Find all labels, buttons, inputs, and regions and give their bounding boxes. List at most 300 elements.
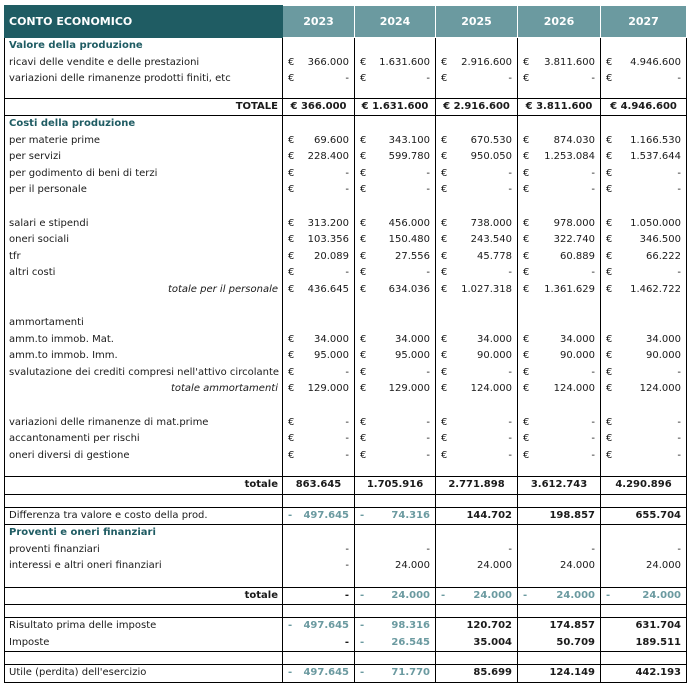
value-cell bbox=[436, 381, 518, 398]
currency-sign: € bbox=[606, 56, 613, 68]
spacer-row bbox=[5, 298, 687, 315]
table-row bbox=[5, 182, 687, 199]
empty-cell bbox=[436, 494, 518, 507]
amount: 71.770 bbox=[391, 667, 430, 679]
value-cell bbox=[518, 133, 601, 150]
currency-sign: € bbox=[360, 234, 367, 246]
amount: 129.000 bbox=[307, 383, 349, 395]
amount: - bbox=[591, 167, 595, 179]
empty-cell bbox=[5, 88, 283, 99]
value-cell bbox=[518, 618, 601, 635]
amount: 497.645 bbox=[303, 620, 349, 632]
empty-cell bbox=[283, 398, 355, 415]
value-cell bbox=[283, 635, 355, 652]
currency-sign: € bbox=[360, 134, 367, 146]
value-cell bbox=[518, 149, 601, 166]
value-cell bbox=[518, 232, 601, 249]
currency-sign: € bbox=[606, 184, 613, 196]
amount: - bbox=[345, 449, 349, 461]
currency-sign: € bbox=[523, 234, 530, 246]
amount: - bbox=[677, 267, 681, 279]
amount: 497.645 bbox=[303, 509, 349, 521]
value-cell bbox=[436, 182, 518, 199]
value-cell bbox=[518, 448, 601, 465]
value-cell bbox=[283, 348, 355, 365]
value-cell bbox=[601, 133, 687, 150]
amount: 243.540 bbox=[470, 234, 512, 246]
row-label: accantonamenti per rischi bbox=[5, 431, 283, 448]
value-cell bbox=[355, 166, 436, 183]
empty-cell bbox=[518, 116, 601, 133]
empty-cell bbox=[283, 88, 355, 99]
empty-cell bbox=[436, 298, 518, 315]
amount: 24.000 bbox=[560, 560, 595, 572]
value-cell bbox=[355, 618, 436, 635]
empty-cell bbox=[518, 605, 601, 618]
value-cell bbox=[601, 182, 687, 199]
currency-sign: € bbox=[606, 234, 613, 246]
empty-cell bbox=[601, 464, 687, 477]
empty-cell bbox=[601, 575, 687, 588]
empty-cell bbox=[436, 525, 518, 542]
row-label: Imposte bbox=[5, 635, 283, 652]
amount: 95.000 bbox=[395, 350, 430, 362]
currency-sign: € bbox=[606, 383, 613, 395]
currency-sign: € bbox=[606, 416, 613, 428]
empty-cell bbox=[601, 652, 687, 665]
currency-sign: € bbox=[360, 333, 367, 345]
amount: 34.000 bbox=[646, 333, 681, 345]
empty-cell bbox=[5, 575, 283, 588]
row-label: per servizi bbox=[5, 149, 283, 166]
amount: 1.361.629 bbox=[544, 283, 595, 295]
value-cell bbox=[355, 98, 436, 116]
amount: € 3.811.600 bbox=[525, 100, 593, 112]
row-label: per godimento di beni di terzi bbox=[5, 166, 283, 183]
empty-cell bbox=[5, 605, 283, 618]
value-cell bbox=[601, 448, 687, 465]
currency-sign: - bbox=[288, 509, 293, 521]
currency-sign: - bbox=[360, 620, 365, 632]
amount: - bbox=[345, 267, 349, 279]
currency-sign: € bbox=[523, 184, 530, 196]
amount: - bbox=[508, 184, 512, 196]
value-cell bbox=[355, 448, 436, 465]
amount: € 4.946.600 bbox=[610, 100, 677, 112]
value-cell bbox=[601, 149, 687, 166]
amount: 124.149 bbox=[549, 667, 595, 679]
currency-sign: € bbox=[360, 283, 367, 295]
table-row bbox=[5, 232, 687, 249]
table-row bbox=[5, 477, 687, 495]
empty-cell bbox=[355, 464, 436, 477]
amount: - bbox=[344, 589, 349, 601]
amount: - bbox=[591, 73, 595, 85]
amount: - bbox=[426, 167, 430, 179]
empty-cell bbox=[283, 605, 355, 618]
currency-sign: € bbox=[288, 350, 295, 362]
value-cell bbox=[601, 249, 687, 266]
table-row bbox=[5, 665, 687, 683]
currency-sign: € bbox=[288, 366, 295, 378]
value-cell bbox=[283, 381, 355, 398]
currency-sign: € bbox=[441, 184, 448, 196]
amount: 150.480 bbox=[388, 234, 430, 246]
section-title-row bbox=[5, 116, 687, 133]
empty-cell bbox=[355, 494, 436, 507]
table-row bbox=[5, 587, 687, 605]
row-label: svalutazione dei crediti compresi nell'attivo circolante bbox=[5, 365, 283, 382]
row-label: TOTALE bbox=[5, 98, 283, 116]
amount: 874.030 bbox=[553, 134, 595, 146]
amount: - bbox=[426, 73, 430, 85]
amount: 90.000 bbox=[477, 350, 512, 362]
currency-sign: € bbox=[523, 167, 530, 179]
currency-sign: € bbox=[441, 250, 448, 262]
currency-sign: € bbox=[441, 449, 448, 461]
value-cell bbox=[355, 182, 436, 199]
currency-sign: € bbox=[606, 350, 613, 362]
value-cell bbox=[283, 332, 355, 349]
value-cell bbox=[355, 415, 436, 432]
currency-sign: € bbox=[523, 73, 530, 85]
row-label: oneri diversi di gestione bbox=[5, 448, 283, 465]
amount: - bbox=[591, 267, 595, 279]
table-row bbox=[5, 618, 687, 635]
row-label: oneri sociali bbox=[5, 232, 283, 249]
spacer-row bbox=[5, 652, 687, 665]
value-cell bbox=[518, 265, 601, 282]
table-row bbox=[5, 265, 687, 282]
row-label: salari e stipendi bbox=[5, 216, 283, 233]
row-label: amm.to immob. Mat. bbox=[5, 332, 283, 349]
table-row bbox=[5, 98, 687, 116]
currency-sign: € bbox=[523, 333, 530, 345]
row-label: tfr bbox=[5, 249, 283, 266]
currency-sign: € bbox=[288, 56, 295, 68]
value-cell bbox=[355, 249, 436, 266]
amount: - bbox=[677, 416, 681, 428]
empty-cell bbox=[601, 88, 687, 99]
amount: - bbox=[426, 184, 430, 196]
amount: - bbox=[508, 167, 512, 179]
value-cell bbox=[283, 448, 355, 465]
amount: - bbox=[426, 433, 430, 445]
amount: - bbox=[426, 543, 430, 555]
value-cell bbox=[355, 55, 436, 72]
empty-cell bbox=[5, 652, 283, 665]
empty-cell bbox=[355, 199, 436, 216]
value-cell bbox=[436, 133, 518, 150]
amount: 50.709 bbox=[556, 636, 595, 648]
year-header: 2027 bbox=[601, 6, 687, 38]
row-label: totale bbox=[5, 477, 283, 495]
value-cell bbox=[436, 282, 518, 299]
value-cell bbox=[355, 381, 436, 398]
empty-cell bbox=[5, 199, 283, 216]
value-cell bbox=[601, 415, 687, 432]
amount: 2.916.600 bbox=[461, 56, 512, 68]
table-row bbox=[5, 149, 687, 166]
empty-cell bbox=[601, 298, 687, 315]
amount: 120.702 bbox=[466, 620, 512, 632]
value-cell bbox=[518, 415, 601, 432]
amount: 90.000 bbox=[646, 350, 681, 362]
empty-cell bbox=[283, 575, 355, 588]
section-title-row bbox=[5, 38, 687, 55]
value-cell bbox=[436, 587, 518, 605]
empty-cell bbox=[5, 464, 283, 477]
value-cell bbox=[518, 587, 601, 605]
currency-sign: € bbox=[606, 333, 613, 345]
currency-sign: - bbox=[523, 589, 528, 601]
amount: 20.089 bbox=[314, 250, 349, 262]
amount: - bbox=[508, 449, 512, 461]
amount: - bbox=[345, 560, 349, 572]
row-label: Risultato prima delle imposte bbox=[5, 618, 283, 635]
currency-sign: - bbox=[360, 667, 365, 679]
row-label: ricavi delle vendite e delle prestazioni bbox=[5, 55, 283, 72]
empty-cell bbox=[355, 605, 436, 618]
table-row bbox=[5, 431, 687, 448]
value-cell bbox=[355, 232, 436, 249]
currency-sign: € bbox=[523, 383, 530, 395]
amount: 456.000 bbox=[388, 217, 430, 229]
value-cell bbox=[436, 265, 518, 282]
amount: - bbox=[677, 73, 681, 85]
empty-cell bbox=[5, 494, 283, 507]
currency-sign: € bbox=[606, 167, 613, 179]
value-cell bbox=[283, 98, 355, 116]
empty-cell bbox=[283, 464, 355, 477]
amount: 3.612.743 bbox=[530, 479, 588, 491]
row-label: per materie prime bbox=[5, 133, 283, 150]
currency-sign: € bbox=[360, 267, 367, 279]
amount: 1.462.722 bbox=[630, 283, 681, 295]
table-row bbox=[5, 315, 687, 332]
table-row bbox=[5, 71, 687, 88]
currency-sign: € bbox=[360, 151, 367, 163]
amount: - bbox=[591, 449, 595, 461]
amount: 24.000 bbox=[646, 560, 681, 572]
amount: 228.400 bbox=[307, 151, 349, 163]
value-cell bbox=[518, 507, 601, 525]
amount: 198.857 bbox=[549, 509, 595, 521]
table-row bbox=[5, 507, 687, 525]
value-cell bbox=[518, 542, 601, 559]
currency-sign: € bbox=[523, 250, 530, 262]
value-cell bbox=[601, 98, 687, 116]
amount: - bbox=[677, 167, 681, 179]
table-row bbox=[5, 282, 687, 299]
amount: 436.645 bbox=[307, 283, 349, 295]
value-cell bbox=[601, 558, 687, 575]
currency-sign: € bbox=[441, 383, 448, 395]
value-cell bbox=[518, 71, 601, 88]
value-cell bbox=[436, 635, 518, 652]
currency-sign: € bbox=[360, 449, 367, 461]
empty-cell bbox=[518, 652, 601, 665]
value-cell bbox=[283, 149, 355, 166]
currency-sign: € bbox=[441, 56, 448, 68]
value-cell bbox=[283, 249, 355, 266]
currency-sign: € bbox=[288, 267, 295, 279]
value-cell bbox=[283, 558, 355, 575]
section-title: Valore della produzione bbox=[5, 38, 283, 55]
empty-cell bbox=[436, 398, 518, 415]
value-cell bbox=[436, 477, 518, 495]
amount: - bbox=[345, 433, 349, 445]
empty-cell bbox=[5, 298, 283, 315]
empty-cell bbox=[355, 525, 436, 542]
currency-sign: € bbox=[288, 250, 295, 262]
year-header: 2025 bbox=[436, 6, 518, 38]
value-cell bbox=[518, 282, 601, 299]
currency-sign: € bbox=[360, 73, 367, 85]
amount: 85.699 bbox=[473, 667, 512, 679]
amount: 634.036 bbox=[388, 283, 430, 295]
currency-sign: € bbox=[441, 366, 448, 378]
amount: 34.000 bbox=[314, 333, 349, 345]
amount: - bbox=[426, 267, 430, 279]
value-cell bbox=[601, 71, 687, 88]
empty-cell bbox=[436, 199, 518, 216]
amount: 4.290.896 bbox=[615, 479, 672, 491]
value-cell bbox=[601, 166, 687, 183]
amount: 45.778 bbox=[477, 250, 512, 262]
currency-sign: € bbox=[360, 217, 367, 229]
value-cell bbox=[436, 149, 518, 166]
amount: 174.857 bbox=[549, 620, 595, 632]
value-cell bbox=[355, 431, 436, 448]
value-cell bbox=[436, 55, 518, 72]
currency-sign: € bbox=[360, 350, 367, 362]
header-row bbox=[5, 6, 687, 38]
amount: - bbox=[508, 543, 512, 555]
value-cell bbox=[283, 71, 355, 88]
amount: 4.946.600 bbox=[630, 56, 681, 68]
currency-sign: € bbox=[360, 250, 367, 262]
amount: 24.000 bbox=[642, 589, 681, 601]
value-cell bbox=[436, 348, 518, 365]
currency-sign: € bbox=[606, 366, 613, 378]
amount: - bbox=[345, 184, 349, 196]
value-cell bbox=[283, 315, 355, 332]
spacer-row bbox=[5, 575, 687, 588]
currency-sign: € bbox=[441, 416, 448, 428]
currency-sign: € bbox=[606, 217, 613, 229]
table-row bbox=[5, 55, 687, 72]
table-row bbox=[5, 558, 687, 575]
amount: 2.771.898 bbox=[448, 479, 505, 491]
value-cell bbox=[601, 55, 687, 72]
table-row bbox=[5, 415, 687, 432]
currency-sign: € bbox=[360, 416, 367, 428]
value-cell bbox=[518, 166, 601, 183]
amount: € 2.916.600 bbox=[443, 100, 510, 112]
amount: 103.356 bbox=[307, 234, 349, 246]
amount: 599.780 bbox=[388, 151, 430, 163]
row-label: totale ammortamenti bbox=[5, 381, 283, 398]
value-cell bbox=[355, 265, 436, 282]
currency-sign: € bbox=[288, 184, 295, 196]
value-cell bbox=[518, 477, 601, 495]
amount: 1.253.084 bbox=[544, 151, 595, 163]
value-cell bbox=[436, 665, 518, 683]
empty-cell bbox=[355, 398, 436, 415]
amount: 95.000 bbox=[314, 350, 349, 362]
spacer-row bbox=[5, 88, 687, 99]
amount: 1.050.000 bbox=[630, 217, 681, 229]
empty-cell bbox=[355, 575, 436, 588]
amount: 343.100 bbox=[388, 134, 430, 146]
value-cell bbox=[601, 365, 687, 382]
amount: 129.000 bbox=[388, 383, 430, 395]
currency-sign: € bbox=[523, 56, 530, 68]
amount: - bbox=[508, 73, 512, 85]
value-cell bbox=[436, 415, 518, 432]
value-cell bbox=[601, 348, 687, 365]
amount: 124.000 bbox=[639, 383, 681, 395]
value-cell bbox=[518, 431, 601, 448]
amount: 98.316 bbox=[391, 620, 430, 632]
currency-sign: € bbox=[360, 366, 367, 378]
amount: - bbox=[426, 449, 430, 461]
currency-sign: € bbox=[523, 416, 530, 428]
currency-sign: € bbox=[606, 250, 613, 262]
empty-cell bbox=[518, 88, 601, 99]
table-row bbox=[5, 448, 687, 465]
value-cell bbox=[601, 477, 687, 495]
row-label: interessi e altri oneri finanziari bbox=[5, 558, 283, 575]
amount: - bbox=[345, 73, 349, 85]
currency-sign: € bbox=[288, 383, 295, 395]
amount: 24.000 bbox=[556, 589, 595, 601]
currency-sign: - bbox=[288, 667, 293, 679]
value-cell bbox=[436, 558, 518, 575]
empty-cell bbox=[283, 199, 355, 216]
currency-sign: € bbox=[360, 433, 367, 445]
currency-sign: € bbox=[523, 267, 530, 279]
value-cell bbox=[436, 431, 518, 448]
amount: 34.000 bbox=[477, 333, 512, 345]
table-row bbox=[5, 133, 687, 150]
empty-cell bbox=[436, 116, 518, 133]
value-cell bbox=[436, 542, 518, 559]
value-cell bbox=[436, 365, 518, 382]
empty-cell bbox=[355, 38, 436, 55]
amount: 144.702 bbox=[466, 509, 512, 521]
amount: 655.704 bbox=[635, 509, 681, 521]
currency-sign: € bbox=[523, 449, 530, 461]
amount: 442.193 bbox=[635, 667, 681, 679]
spacer-row bbox=[5, 494, 687, 507]
currency-sign: € bbox=[523, 283, 530, 295]
value-cell bbox=[355, 315, 436, 332]
value-cell bbox=[518, 332, 601, 349]
currency-sign: € bbox=[441, 433, 448, 445]
year-header: 2026 bbox=[518, 6, 601, 38]
value-cell bbox=[283, 265, 355, 282]
value-cell bbox=[283, 55, 355, 72]
amount: - bbox=[345, 543, 349, 555]
amount: - bbox=[508, 433, 512, 445]
amount: 1.537.644 bbox=[630, 151, 681, 163]
row-label: totale bbox=[5, 587, 283, 605]
amount: 26.545 bbox=[391, 636, 430, 648]
value-cell bbox=[601, 232, 687, 249]
currency-sign: € bbox=[606, 433, 613, 445]
